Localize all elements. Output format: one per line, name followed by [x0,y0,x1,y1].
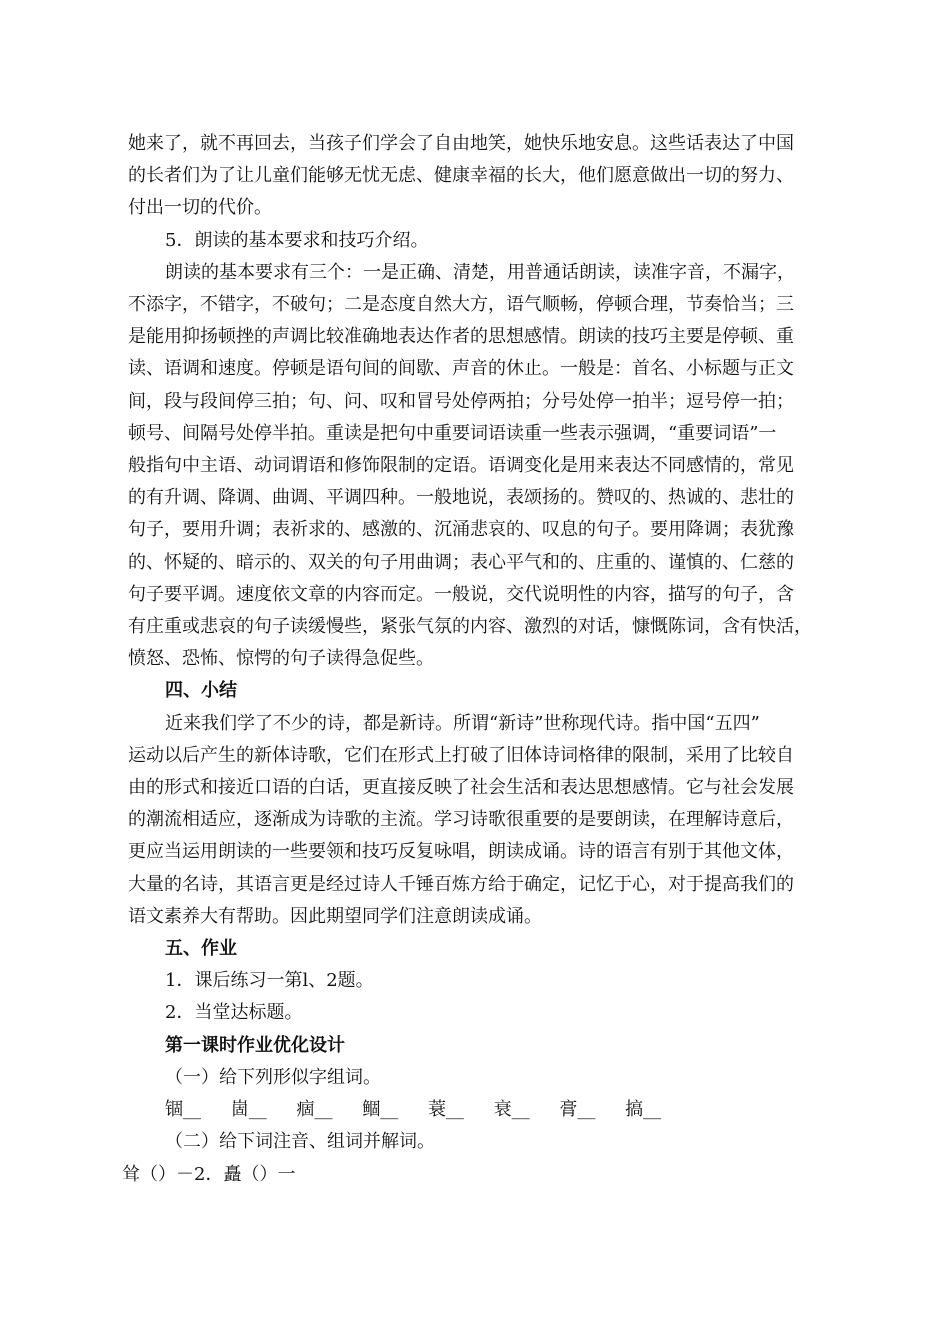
document-body [122,128,848,1191]
text-line: 的潮流相适应，逐渐成为诗歌的主流。学习诗歌很重要的是要朗读，在理解诗意后， [128,809,794,831]
word-blank: 鲴__ [362,1099,399,1121]
text-line: 般指句中主语、动词谓语和修饰限制的定语。语调变化是用来表达不同感情的，常见 [128,455,794,477]
section-heading: 四、小结 [165,680,237,702]
word-blank: 膏__ [559,1099,596,1121]
exercise-prompt: （一）给下列形似字组词。 [165,1066,381,1088]
text-line: 句子要平调。速度依文章的内容而定。一般说，交代说明性的内容，描写的句子，含 [128,583,794,605]
text-line: 耸（）－2．矗（）一 [122,1163,296,1185]
text-line: 近来我们学了不少的诗，都是新诗。所谓“新诗”世称现代诗。指中国“五四” [165,712,760,734]
text-line: 运动以后产生的新体诗歌，它们在形式上打破了旧体诗词格律的限制，采用了比较自 [128,744,794,766]
text-line: 是能用抑扬顿挫的声调比较准确地表达作者的思想感情。朗读的技巧主要是停顿、重 [128,326,794,348]
section-heading: 五、作业 [165,938,237,960]
text-line: 由的形式和接近口语的白话，更直接反映了社会生活和表达思想感情。它与社会发展 [128,777,794,799]
text-line: 语文素养大有帮助。因此期望同学们注意朗读成诵。 [128,905,542,927]
list-item: 5．朗读的基本要求和技巧介绍。 [165,229,429,251]
word-blank: 痼__ [296,1099,333,1121]
text-line: 有庄重或悲哀的句子读缓慢些，紧张气氛的内容、激烈的对话，慷慨陈词，含有快活， [128,616,812,638]
text-line: 的有升调、降调、曲调、平调四种。一般地说，表颂扬的。赞叹的、热诚的、悲壮的 [128,487,794,509]
word-blank: 锢__ [165,1099,201,1121]
text-line: 更应当运用朗读的一些要领和技巧反复咏唱，朗读成诵。诗的语言有别于其他文体， [128,841,794,863]
section-heading: 第一课时作业优化设计 [165,1034,345,1056]
text-line: 读、语调和速度。停顿是语句间的间歇、声音的休止。一般是：首名、小标题与正文 [128,358,794,380]
text-line: 不添字，不错字，不破句；二是态度自然大方，语气顺畅，停顿合理，节奏恰当；三 [128,294,794,316]
text-line: 大量的名诗，其语言更是经过诗人千锤百炼方给于确定，记忆于心，对于提高我们的 [128,873,794,895]
word-blank: 蓑__ [427,1099,464,1121]
text-line: 间，段与段间停三拍；句、问、叹和冒号处停两拍；分号处停一拍半；逗号停一拍； [128,390,794,412]
list-item: 2．当堂达标题。 [165,1002,303,1024]
text-line: 付出一切的代价。 [128,197,272,219]
text-line: 的、怀疑的、暗示的、双关的句子用曲调；表心平气和的、庄重的、谨慎的、仁慈的 [128,551,794,573]
text-line: 的长者们为了让儿童们能够无忧无虑、健康幸福的长大，他们愿意做出一切的努力、 [128,165,794,187]
text-line: 她来了，就不再回去，当孩子们学会了自由地笑，她快乐地安息。这些话表达了中国 [128,133,794,154]
exercise-prompt: （二）给下词注音、组词并解词。 [165,1131,435,1153]
text-line: 句子，要用升调；表祈求的、感激的、沉涌悲哀的、叹息的句子。要用降调；表犹豫 [128,519,794,541]
text-line: 愤怒、恐怖、惊愕的句子读得急促些。 [128,648,434,670]
text-line: 顿号、间隔号处停半拍。重读是把句中重要词语读重一些表示强调，“重要词语”一 [128,422,777,444]
word-blank: 崮__ [230,1099,267,1121]
word-blanks [128,1094,848,1126]
word-blank: 衰__ [493,1099,530,1121]
word-blank: 搞__ [625,1099,662,1121]
list-item: 1．课后练习一第l、2题。 [165,970,374,992]
text-line: 朗读的基本要求有三个：一是正确、清楚，用普通话朗读，读准字音，不漏字， [165,261,795,283]
